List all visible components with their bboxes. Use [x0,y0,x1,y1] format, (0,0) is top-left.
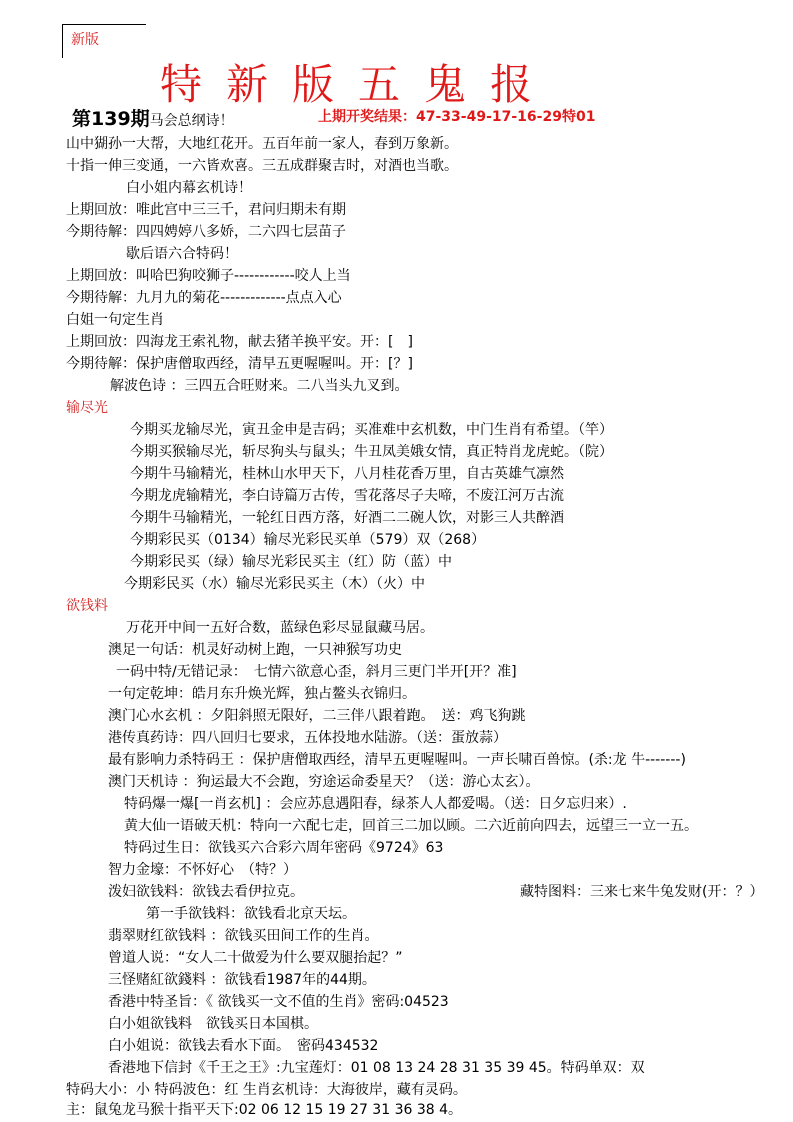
issue-subtitle: 马会总纲诗！ [149,113,234,129]
issue-number [72,104,234,131]
text-line: 山中猢孙一大帮，大地红花开。五百年前一家人，春到万象新。 [66,136,458,152]
text-line: 泼妇欲钱料：欲钱去看伊拉克。 [108,884,304,900]
text-line: 特码大小：小 特码波色：红 生肖玄机诗：大海彼岸，藏有灵码。 [66,1082,467,1098]
text-line: 最有影响力杀特码王 ：保护唐僧取西经，清早五更喔喔叫。一声长啸百兽惊。(杀:龙 牛-------) [108,752,686,768]
text-line: 上期回放：四海龙王索礼物，献去猪羊换平安。开：[ ] [66,334,413,350]
text-line: 今期牛马输精光，一轮红日西方落，好酒二二碗人饮，对影三人共醉酒 [130,510,564,526]
text-line: 香港中特圣旨：《 欲钱买一文不值的生肖》密码:04523 [108,994,449,1010]
text-line: 港传真药诗：四八回归七要求，五体投地水陆游。（送：蛋放蒜） [108,730,507,746]
text-line: 今期待解：四四娉婷八多娇，二六四七层苗子 [66,224,346,240]
text-line: 黄大仙一语破天机：特向一六配七走，回首三二加以顾。二六近前向四去，远望三一立一五。 [124,818,698,834]
text-line: 藏特图料：三来七来牛兔发财(开：？） [520,884,764,900]
text-line: 特码过生日：欲钱买六合彩六周年密码《9724》63 [124,840,444,856]
new-edition-tag: 新版 [62,24,146,58]
section-heading: 歇后语六合特码！ [126,246,238,262]
text-line: 万花开中间一五好合数，蓝绿色彩尽显鼠藏马居。 [126,620,434,636]
text-line: 一码中特/无错记录： 七情六欲意心歪，斜月三更门半开[开？准] [116,664,517,680]
text-line: 智力金壕：不怀好心 （特？） [108,862,297,878]
text-line: 三怪赌紅欲錢料 ：欲钱看1987年的44期。 [108,972,376,988]
section-heading: 白姐一句定生肖 [66,312,164,328]
section-heading-red: 欲钱料 [66,598,108,614]
section-heading-red: 输尽光 [66,400,108,416]
last-draw-result: 上期开奖结果：47-33-49-17-16-29特01 [318,109,596,125]
text-line: 今期彩民买（水）输尽光彩民买主（木）（火）中 [124,576,425,592]
text-line: 主：鼠兔龙马猴十指平天下:02 06 12 15 19 27 31 36 38 4。 [66,1102,463,1118]
text-line: 第一手欲钱料：欲钱看北京天坛。 [146,906,356,922]
text-line: 翡翠财红欲钱料 ：欲钱买田间工作的生肖。 [108,928,379,944]
text-line: 今期牛马输精光，桂林山水甲天下，八月桂花香万里，自古英雄气凛然 [130,466,564,482]
issue-label: 第139期 [72,108,150,130]
text-line: 十指一伸三变通，一六皆欢喜。三五成群聚吉时，对酒也当歌。 [66,158,458,174]
text-line: 今期龙虎输精光，李白诗篇万古传，雪花落尽子夫啼，不废江河万古流 [130,488,564,504]
text-line: 解波色诗 ：三四五合旺财来。二八当头九叉到。 [110,378,409,394]
text-line: 白小姐欲钱料 欲钱买日本国棋。 [108,1016,318,1032]
text-line: 今期待解：九月九的菊花-------------点点入心 [66,290,342,306]
text-line: 澳门心水玄机 ：夕阳斜照无限好，二三伴八跟着跑。 送：鸡飞狗跳 [108,708,526,724]
text-line: 上期回放：唯此宫中三三千，君问归期未有期 [66,202,346,218]
text-line: 上期回放：叫哈巴狗咬狮子------------咬人上当 [66,268,351,284]
text-line: 今期买猴输尽光，斩尽狗头与鼠头；牛丑凤美娥女情，真正特肖龙虎蛇。（院） [130,444,613,460]
text-line: 一句定乾坤：皓月东升焕光辉，独占鳌头衣锦归。 [108,686,416,702]
text-line: 澳门天机诗 ：狗运最大不会跑，穷途运命委星天？（送：游心太玄）。 [108,774,540,790]
text-line: 白小姐说：欲钱去看水下面。 密码434532 [108,1038,379,1054]
text-line: 特码爆一爆[一肖玄机] ：会应苏息遇阳春，绿茶人人都爱喝。（送：日夕忘归来）. [124,796,627,812]
page-title: 特新版五鬼报 [160,60,557,109]
text-line: 今期彩民买（0134）输尽光彩民买单（579）双（268） [130,532,486,548]
text-line: 澳足一句话：机灵好动树上跑，一只神猴写功史 [108,642,402,658]
text-line: 今期待解：保护唐僧取西经，清早五更喔喔叫。开：[？] [66,356,413,372]
text-line: 曾道人说：“女人二十做爱为什么要双腿抬起？” [108,950,403,966]
text-line: 今期买龙输尽光，寅丑金申是吉码；买准难中玄机数，中门生肖有希望。（竿） [130,422,613,438]
text-line: 香港地下信封《千王之王》:九宝莲灯：01 08 13 24 28 31 35 39 45。特码单双：双 [108,1060,645,1076]
text-line: 今期彩民买（绿）输尽光彩民买主（红）防（蓝）中 [130,554,452,570]
section-heading: 白小姐内幕玄机诗！ [126,180,252,196]
